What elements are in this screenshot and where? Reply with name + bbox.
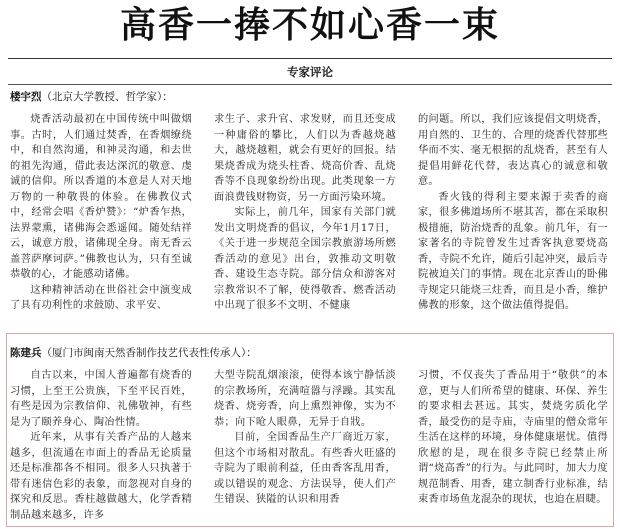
expert1-column-1 (10, 112, 192, 331)
paragraph: 求生子、求升官、求发财，而且还变成一种庸俗的攀比，人们以为香越烧越大，越烧越粗，就会有更好的回报。结果烧香成为烧头柱香、烧高价香、乱烧香等不良现象纷纷出现。此类现象一方面浪费钱财物资，另一方面污染环境。 (214, 114, 396, 203)
expert2-name: 陈建兵 (10, 347, 42, 359)
paragraph: 香火钱的得利主要来源于卖香的商家，很多佛道场所不堪其苦，都在采取积极措施，防治烧香的乱象。前几年，有一家著名的寺院曾发生过香客执意要烧高香，寺院不允许，随后引起冲突，最后寺院被迫关门的事情。现在北京香山的卧佛寺规定只能烧三炷香，而且是小香，维护佛教的形象，这个做法值得提倡。 (418, 191, 608, 311)
expert1-byline (10, 90, 173, 104)
paragraph: 大型寺院乱烟滚滚，使得本该宁静恬淡的宗教场所，充满喧嚣与浮躁。其实乱烧香、烧旁香，向上熏烈神像，实为不恭；向下呛人眼鼻，无异于自戕。 (214, 370, 396, 428)
paragraph: 实际上，前几年，国家有关部门就发出文明烧香的倡议，今年1月17日，《关于进一步规范全国宗教旅游场所燃香活动的意见》出台，敦推动文明敬香、建设生态寺院。部分信众和游客对宗教常识不了解，使得敬香、燃香活动中出现了很多不文明、不健康 (214, 207, 396, 311)
expert1-column-3 (418, 112, 608, 331)
headline: 高香一捧不如心香一束 (119, 5, 500, 46)
section-label: 专家评论 (287, 65, 333, 79)
paragraph: 目前，全国香品生产厂商近万家，但这个市场相对散乱。有些香火旺盛的寺院为了眼前利益，任由香客乱用香，或以错误的观念、方法误导，使人们产生错误、狭隘的认识和用香 (214, 432, 396, 505)
expert2-byline (10, 346, 257, 360)
expert2-credentials: （厦门市闽南天然香制作技艺代表性传承人）： (41, 347, 257, 359)
paragraph: 近年来，从事有关香产品的人越来越多，但流通在市面上的香品无论质量还是标准都各不相同。很多人只执著于带有迷信色彩的表象，而忽视对自身的探究和反思。香柱越做越大，化学香精制品越来越多，许多 (10, 432, 192, 521)
paragraph: 自古以来，中国人普遍都有烧香的习惯，上至王公贵族，下至平民百姓，有些是因为宗教信仰、礼佛敬神，有些是为了颐养身心、陶冶性情。 (10, 370, 192, 428)
expert2-column-1 (10, 368, 192, 524)
paragraph: 的问题。所以，我们应该提倡文明烧香，用自然的、卫生的、合理的烧香代替那些华而不实、毫无根据的乱烧香，甚至有人提倡用鲜花代替，表达真心的诚意和敬意。 (418, 114, 608, 187)
expert2-column-3 (418, 368, 608, 524)
expert2-column-2 (214, 368, 396, 524)
expert1-column-2 (214, 112, 396, 331)
expert1-credentials: （北京大学教授、哲学家）： (41, 91, 173, 103)
paragraph: 烧香活动最初在中国传统中叫做烟事。古时，人们通过焚香，在香烟缭绕中，和自然沟通，和神灵沟通，和去世的祖先沟通，借此表达深沉的敬意、虔诚的信仰。所以香道的本意是人对天地万物的一种敬畏的体验。在佛教仪式中，经常会唱《香炉赞》：“炉香乍热，法界蒙熏，诸佛海会悉遥闻。随处结祥云，诚意方殷，诸佛现全身。南无香云盖菩萨摩诃萨。”佛教也认为，只有至诚恭敬的心，才能感动诸佛。 (10, 114, 192, 280)
paragraph: 这种精神活动在世俗社会中演变成了具有功利性的求鼓励、求平安、 (10, 284, 192, 311)
top-divider (8, 58, 612, 59)
paragraph: 习惯，不仅丧失了香品用于“敬供”的本意，更与人们所希望的健康、环保、养生的要求相去甚远。其实，焚烧劣质化学香，最受伤的是寺庙，寺庙里的僧众常年生活在这样的环境，身体健康堪忧。值得欣慰的是，现在很多寺院已经禁止所谓“烧高香”的行为。与此同时，加大力度规范制香、用香，建立制香行业标准，结束香市场鱼龙混杂的现状，也迫在眉睫。 (418, 370, 608, 505)
section-divider (8, 84, 612, 85)
expert1-name: 楼宇烈 (10, 91, 42, 103)
